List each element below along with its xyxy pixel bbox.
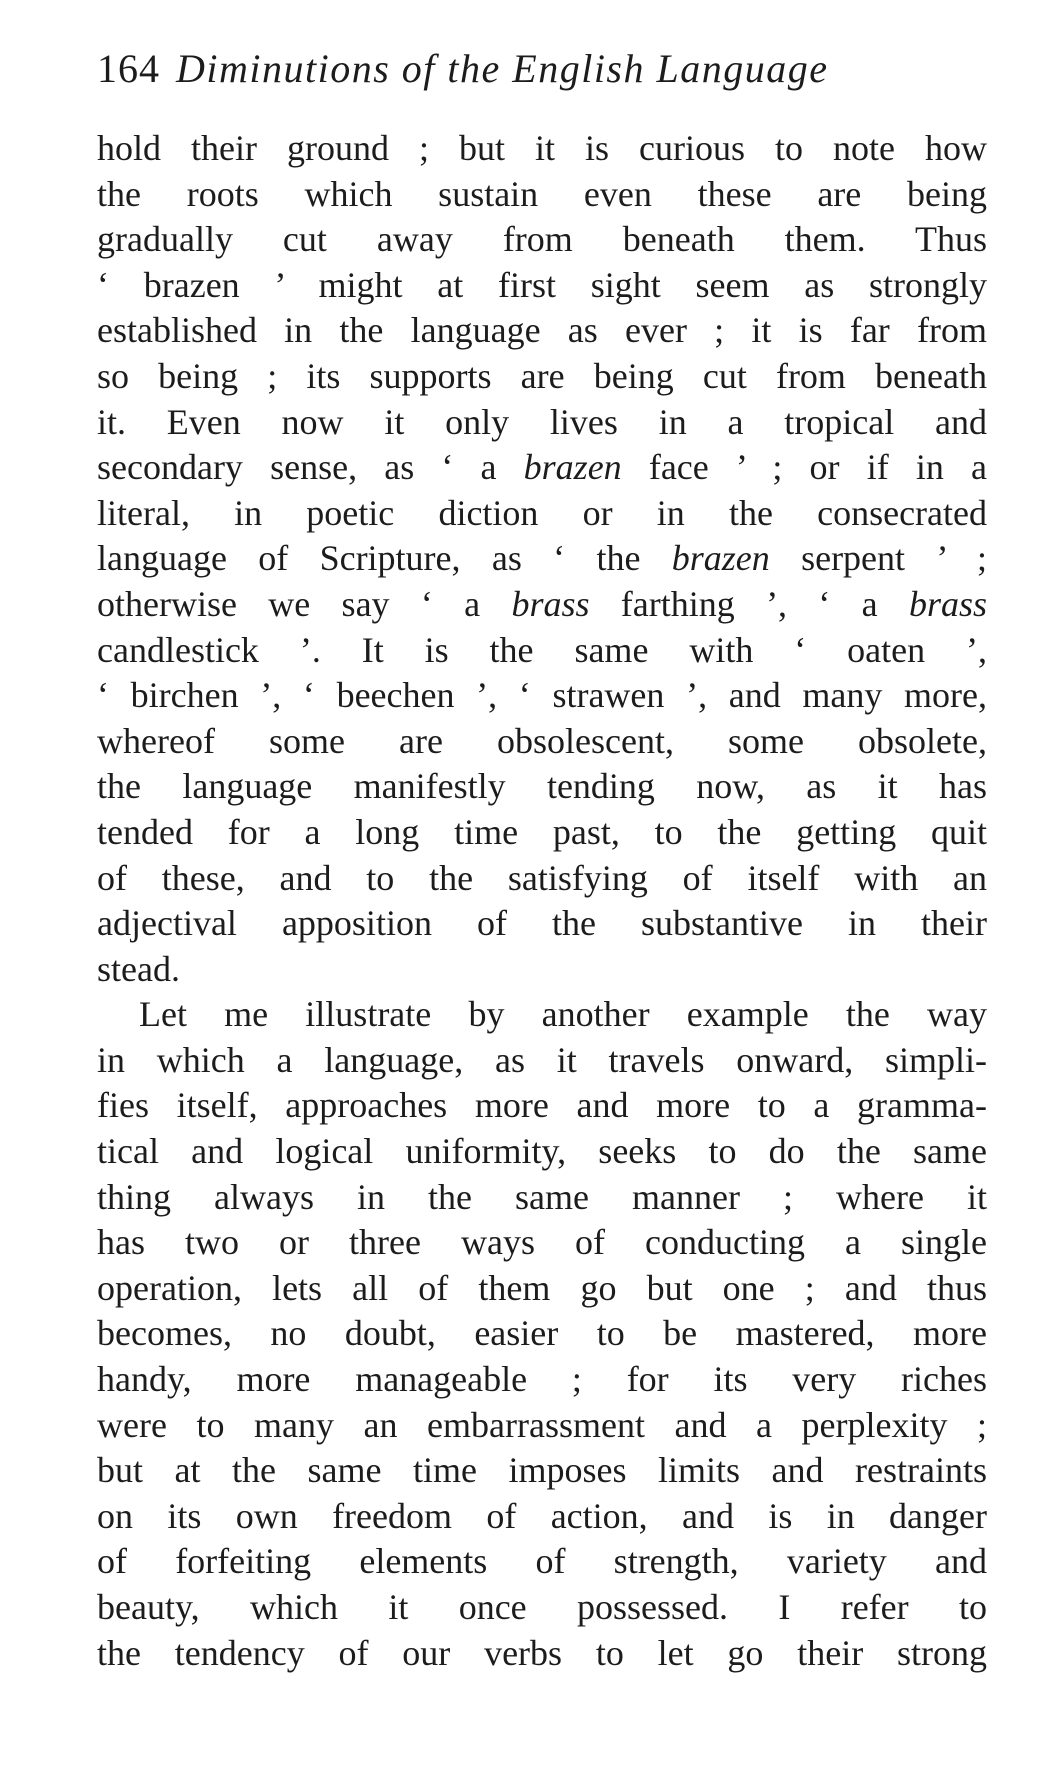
page-number: 164 <box>97 46 160 91</box>
body-text <box>97 126 987 1676</box>
text-run: tended for a long time past, to the getting quit <box>97 811 987 852</box>
text-line <box>97 1129 987 1175</box>
text-run: literal, in poetic diction or in the consecrated <box>97 492 987 533</box>
text-line <box>97 764 987 810</box>
italic-word: brass <box>908 583 987 624</box>
text-line <box>97 1038 987 1084</box>
text-line <box>97 719 987 765</box>
text-run: it. Even now it only lives in a tropical and <box>97 401 987 442</box>
text-line <box>97 126 987 172</box>
text-run: of forfeiting elements of strength, variety and <box>97 1541 987 1582</box>
text-line <box>97 354 987 400</box>
text-run: becomes, no doubt, easier to be mastered, more <box>97 1313 987 1354</box>
text-run: has two or three ways of conducting a single <box>97 1222 987 1263</box>
text-run: established in the language as ever ; it is far from <box>97 310 987 351</box>
text-line <box>97 1494 987 1540</box>
text-line <box>97 217 987 263</box>
text-run: the tendency of our verbs to let go their strong <box>97 1632 987 1673</box>
text-line <box>97 491 987 537</box>
text-line <box>97 308 987 354</box>
text-run: ‘ birchen ’, ‘ beechen ’, ‘ strawen ’, and many more, <box>97 675 987 716</box>
text-run: were to many an embarrassment and a perplexity ; <box>97 1404 987 1445</box>
text-line <box>97 673 987 719</box>
text-run: on its own freedom of action, and is in danger <box>97 1495 987 1536</box>
text-line <box>97 1403 987 1449</box>
text-line <box>97 992 987 1038</box>
text-line <box>97 263 987 309</box>
text-run: face ’ ; or if in a <box>621 447 987 488</box>
italic-word: brazen <box>523 447 622 488</box>
text-run: thing always in the same manner ; where it <box>97 1176 987 1217</box>
italic-word: brass <box>511 583 590 624</box>
text-line <box>97 400 987 446</box>
text-run: stead. <box>97 948 180 989</box>
text-line <box>97 810 987 856</box>
text-run: ‘ brazen ’ might at first sight seem as strongly <box>97 264 987 305</box>
running-head <box>97 44 977 94</box>
italic-word: brazen <box>671 538 770 579</box>
text-line <box>97 1585 987 1631</box>
text-run: language of Scripture, as ‘ the <box>97 538 672 579</box>
text-run: farthing ’, ‘ a <box>589 583 909 624</box>
paragraph <box>97 126 987 992</box>
text-line <box>97 1631 987 1677</box>
text-line <box>97 536 987 582</box>
text-run: handy, more manageable ; for its very riches <box>97 1359 987 1400</box>
text-line <box>97 901 987 947</box>
text-line <box>97 947 987 993</box>
text-run: in which a language, as it travels onward, simpli- <box>97 1039 987 1080</box>
text-run: adjectival apposition of the substantive in their <box>97 903 987 944</box>
text-line <box>97 1448 987 1494</box>
text-run: so being ; its supports are being cut from beneath <box>97 355 987 396</box>
text-run: fies itself, approaches more and more to a gramma- <box>97 1085 987 1126</box>
text-run: beauty, which it once possessed. I refer to <box>97 1587 987 1627</box>
text-line <box>97 1311 987 1357</box>
text-run: tical and logical uniformity, seeks to do the same <box>97 1131 987 1172</box>
running-title: Diminutions of the English Language <box>176 46 829 91</box>
text-line <box>97 582 987 628</box>
text-run: of these, and to the satisfying of itself with an <box>97 857 987 898</box>
text-run: otherwise we say ‘ a <box>97 583 512 624</box>
text-run: serpent ’ ; <box>769 538 987 579</box>
text-run: operation, lets all of them go but one ; and thus <box>97 1267 987 1308</box>
text-run: the language manifestly tending now, as it has <box>97 766 987 807</box>
text-line <box>97 445 987 491</box>
text-line <box>97 1083 987 1129</box>
paragraph <box>97 992 987 1676</box>
text-run: the roots which sustain even these are being <box>97 173 987 214</box>
text-line <box>97 628 987 674</box>
text-run: hold their ground ; but it is curious to note how <box>97 128 987 168</box>
text-line <box>97 1539 987 1585</box>
text-run: but at the same time imposes limits and restraints <box>97 1450 987 1491</box>
text-run: whereof some are obsolescent, some obsolete, <box>97 720 987 761</box>
text-line <box>97 1357 987 1403</box>
text-run: secondary sense, as ‘ a <box>97 447 524 488</box>
text-run: Let me illustrate by another example the way <box>139 994 987 1035</box>
text-line <box>97 1175 987 1221</box>
text-line <box>97 1266 987 1312</box>
text-run: candlestick ’. It is the same with ‘ oaten ’, <box>97 629 987 670</box>
text-line <box>97 1220 987 1266</box>
text-line <box>97 856 987 902</box>
text-line <box>97 172 987 218</box>
text-run: gradually cut away from beneath them. Thus <box>97 219 987 260</box>
